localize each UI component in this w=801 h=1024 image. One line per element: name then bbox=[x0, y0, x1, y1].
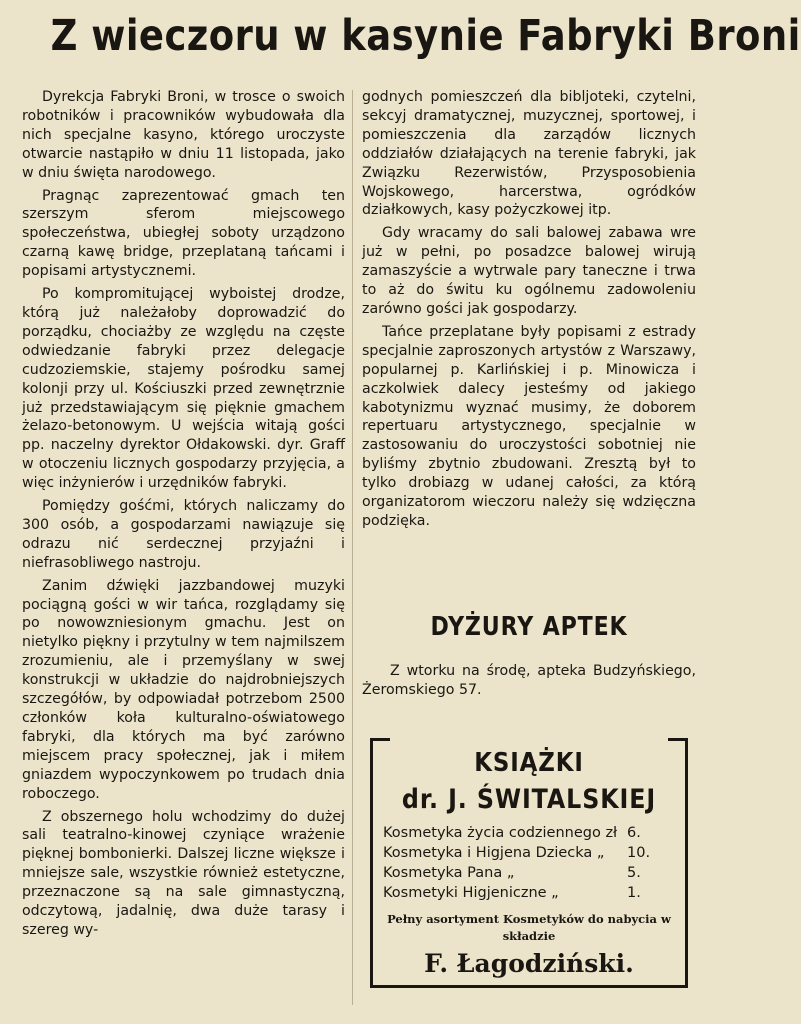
ad-item-price: 5. bbox=[627, 865, 641, 881]
ad-border-corner bbox=[668, 738, 688, 741]
ad-author: dr. J. ŚWITALSKIEJ bbox=[401, 784, 657, 815]
pharmacy-notice bbox=[362, 662, 696, 700]
pharmacy-heading: DYŻURY APTEK bbox=[430, 612, 628, 642]
article-paragraph: Pragnąc zaprezentować gmach ten szerszym sferom miejscowego społeczeństwa, ubiegłej soboty urządzono czarną kawę bridge, przeplataną tańcami i popisami artystycznemi. bbox=[22, 187, 345, 280]
column-divider bbox=[352, 90, 353, 1005]
pharmacy-text: Z wtorku na środę, apteka Budzyńskiego, Żeromskiego 57. bbox=[362, 663, 696, 698]
article-paragraph: Pomiędzy gośćmi, których naliczamy do 300 osób, a gospodarzami nawiązuje się odrazu nić serdecznej przyjaźni i niefrasobliwego nastroju. bbox=[22, 498, 345, 571]
ad-title: KSIĄŻKI bbox=[474, 748, 584, 778]
article-paragraph: Z obszernego holu wchodzimy do dużej sali teatralno-kinowej czyniące wrażenie pięknej bombonierki. Dalszej liczne większe i mniejsze sale, wszystkie również estetyczne, przeznaczone są na sale gimnastyczną, odczytową, jadalnię, dwa duże tarasy i szereg wy- bbox=[22, 808, 345, 938]
ad-border-corner bbox=[370, 738, 390, 741]
ad-item-price: 10. bbox=[627, 845, 651, 861]
left-column bbox=[22, 88, 345, 940]
bookstore-advertisement bbox=[370, 738, 688, 988]
right-column bbox=[362, 88, 696, 531]
article-paragraph: Zanim dźwięki jazzbandowej muzyki pociągną gości w wir tańca, rozglądamy się po nowowzniesionym gmachu. Jest on nietylko piękny i przytulny w tem najmilszem zrozumieniu, ale i przemyślany w swej konstrukcji w układzie do najdrobniejszych szczegółów, by odpowiadał potrzebom 2500 członków koła kulturalno-oświatowego fabryki, dla których ma być zarówno miejscem pracy społecznej, jak i miłem gniazdem wypoczynkowem po trudach dnia roboczego. bbox=[22, 577, 345, 802]
ad-price-list bbox=[383, 823, 671, 903]
ad-price-row bbox=[383, 843, 671, 863]
ad-item-label: Kosmetyka życia codziennego zł bbox=[383, 825, 618, 841]
ad-owner: F. Łagodziński. bbox=[424, 949, 634, 978]
article-paragraph: Gdy wracamy do sali balowej zabawa wre już w pełni, po posadzce balowej wirują zamaszyście a wytrwale pary taneczne i trwa to aż do świtu ku ogólnemu zadowoleniu zarówno gości jak gospodarzy. bbox=[362, 225, 696, 317]
article-paragraph: Dyrekcja Fabryki Broni, w trosce o swoich robotników i pracowników wybudowała dla nich specjalne kasyno, którego uroczyste otwarcie nastąpiło w dniu 11 listopada, jako w dniu święta narodowego. bbox=[22, 89, 345, 181]
article-paragraph: Po kompromitującej wyboistej drodze, którą już należałoby doprowadzić do porządku, chociażby ze względu na częste odwiedzanie fabryki przez delegacje cudzoziemskie, stajemy pośrodku samej kolonji przy ul. Kościuszki przed zewnętrznie już przedstawiającym się pięknie gmachem żelazo-betonowym. U wejścia witają gości pp. naczelny dyrektor Ołdakowski. dyr. Graff w otoczeniu licznych gospodarzy przyjęcia, a więc inżynierów i urzędników fabryki. bbox=[22, 286, 345, 492]
article-paragraph: Tańce przeplatane były popisami z estrady specjalnie zaproszonych artystów z Warszawy, popularnej p. Karlińskiej i p. Minowicza i aczkolwiek dalecy jesteśmy od jakiego kabotynizmu wyznać musimy, że doborem repertuaru artystycznego, specjalnie w zastosowaniu do uroczystości sobotniej nie byliśmy zbytnio zbudowani. Zresztą był to tylko drobiazg w udanej całości, za którą organizatorom wieczoru należy się wdzięczna podzięka. bbox=[362, 323, 696, 529]
article-paragraph: godnych pomieszczeń dla bibljoteki, czytelni, sekcyj dramatycznej, muzycznej, sportowej, i pomieszczenia dla zarządów licznych oddziałów działających na terenie fabryki, jak Związku Rezerwistów, Przysposobienia Wojskowego, harcerstwa, ogródków działkowych, kasy pożyczkowej itp. bbox=[362, 89, 696, 219]
ad-item-price: 6. bbox=[627, 825, 641, 841]
ad-item-label: Kosmetyka i Higjena Dziecka „ bbox=[383, 845, 605, 861]
ad-price-row bbox=[383, 863, 671, 883]
ad-price-row bbox=[383, 823, 671, 843]
ad-item-label: Kosmetyka Pana „ bbox=[383, 865, 515, 881]
ad-item-label: Kosmetyki Higjeniczne „ bbox=[383, 885, 559, 901]
article-headline: Z wieczoru w kasynie Fabryki Broni bbox=[50, 11, 801, 61]
ad-note: Pełny asortyment Kosmetyków do nabycia w składzie bbox=[387, 912, 671, 943]
ad-item-price: 1. bbox=[627, 885, 641, 901]
ad-price-row bbox=[383, 883, 671, 903]
